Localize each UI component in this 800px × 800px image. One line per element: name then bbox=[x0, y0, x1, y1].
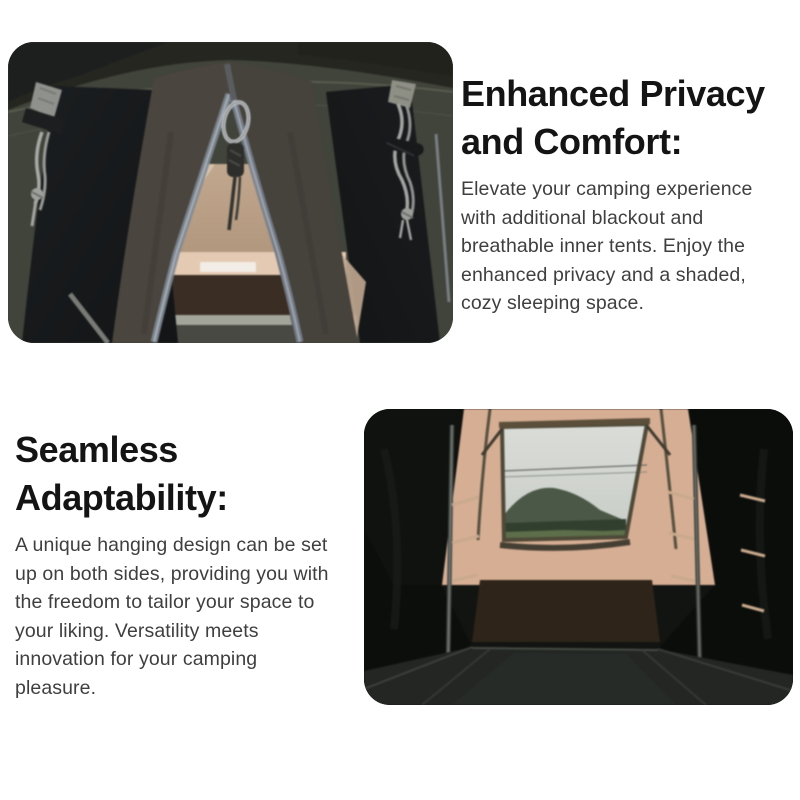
body-line: your liking. Versatility meets bbox=[15, 619, 259, 642]
body-line: up on both sides, providing you with bbox=[15, 562, 329, 585]
heading-line: and Comfort: bbox=[461, 121, 683, 162]
body-line: A unique hanging design can be set bbox=[15, 534, 328, 556]
heading-line: Seamless bbox=[15, 429, 178, 470]
blackout-inner-tent-illustration bbox=[8, 42, 453, 343]
section-privacy-text bbox=[461, 70, 793, 318]
body-line: with additional blackout and bbox=[461, 206, 704, 229]
section-heading-adaptability bbox=[15, 426, 367, 522]
body-line: the freedom to tailor your space to bbox=[15, 591, 315, 613]
body-line: Elevate your camping experience bbox=[461, 178, 753, 200]
tent-interior-window-illustration bbox=[364, 409, 793, 705]
heading-line: Adaptability: bbox=[15, 477, 228, 518]
blackout-inner-tent-photo bbox=[8, 42, 453, 343]
section-body-adaptability bbox=[15, 531, 367, 702]
body-line: innovation for your camping bbox=[15, 648, 258, 670]
hanging-inner-tent-interior-photo bbox=[364, 409, 793, 705]
inner-tent-label bbox=[200, 262, 256, 272]
section-body-privacy bbox=[461, 175, 793, 318]
section-heading-privacy bbox=[461, 70, 793, 166]
tent-scene bbox=[8, 42, 453, 343]
body-line: enhanced privacy and a shaded, bbox=[461, 263, 746, 286]
tent-interior-scene bbox=[364, 409, 793, 705]
heading-line: Enhanced Privacy bbox=[461, 73, 765, 114]
section-adaptability-text bbox=[15, 426, 367, 702]
body-line: cozy sleeping space. bbox=[461, 292, 645, 314]
rear-lower-panel bbox=[472, 580, 660, 642]
body-line: breathable inner tents. Enjoy the bbox=[461, 235, 746, 257]
body-line: pleasure. bbox=[15, 676, 97, 699]
window-frame bbox=[442, 409, 716, 585]
